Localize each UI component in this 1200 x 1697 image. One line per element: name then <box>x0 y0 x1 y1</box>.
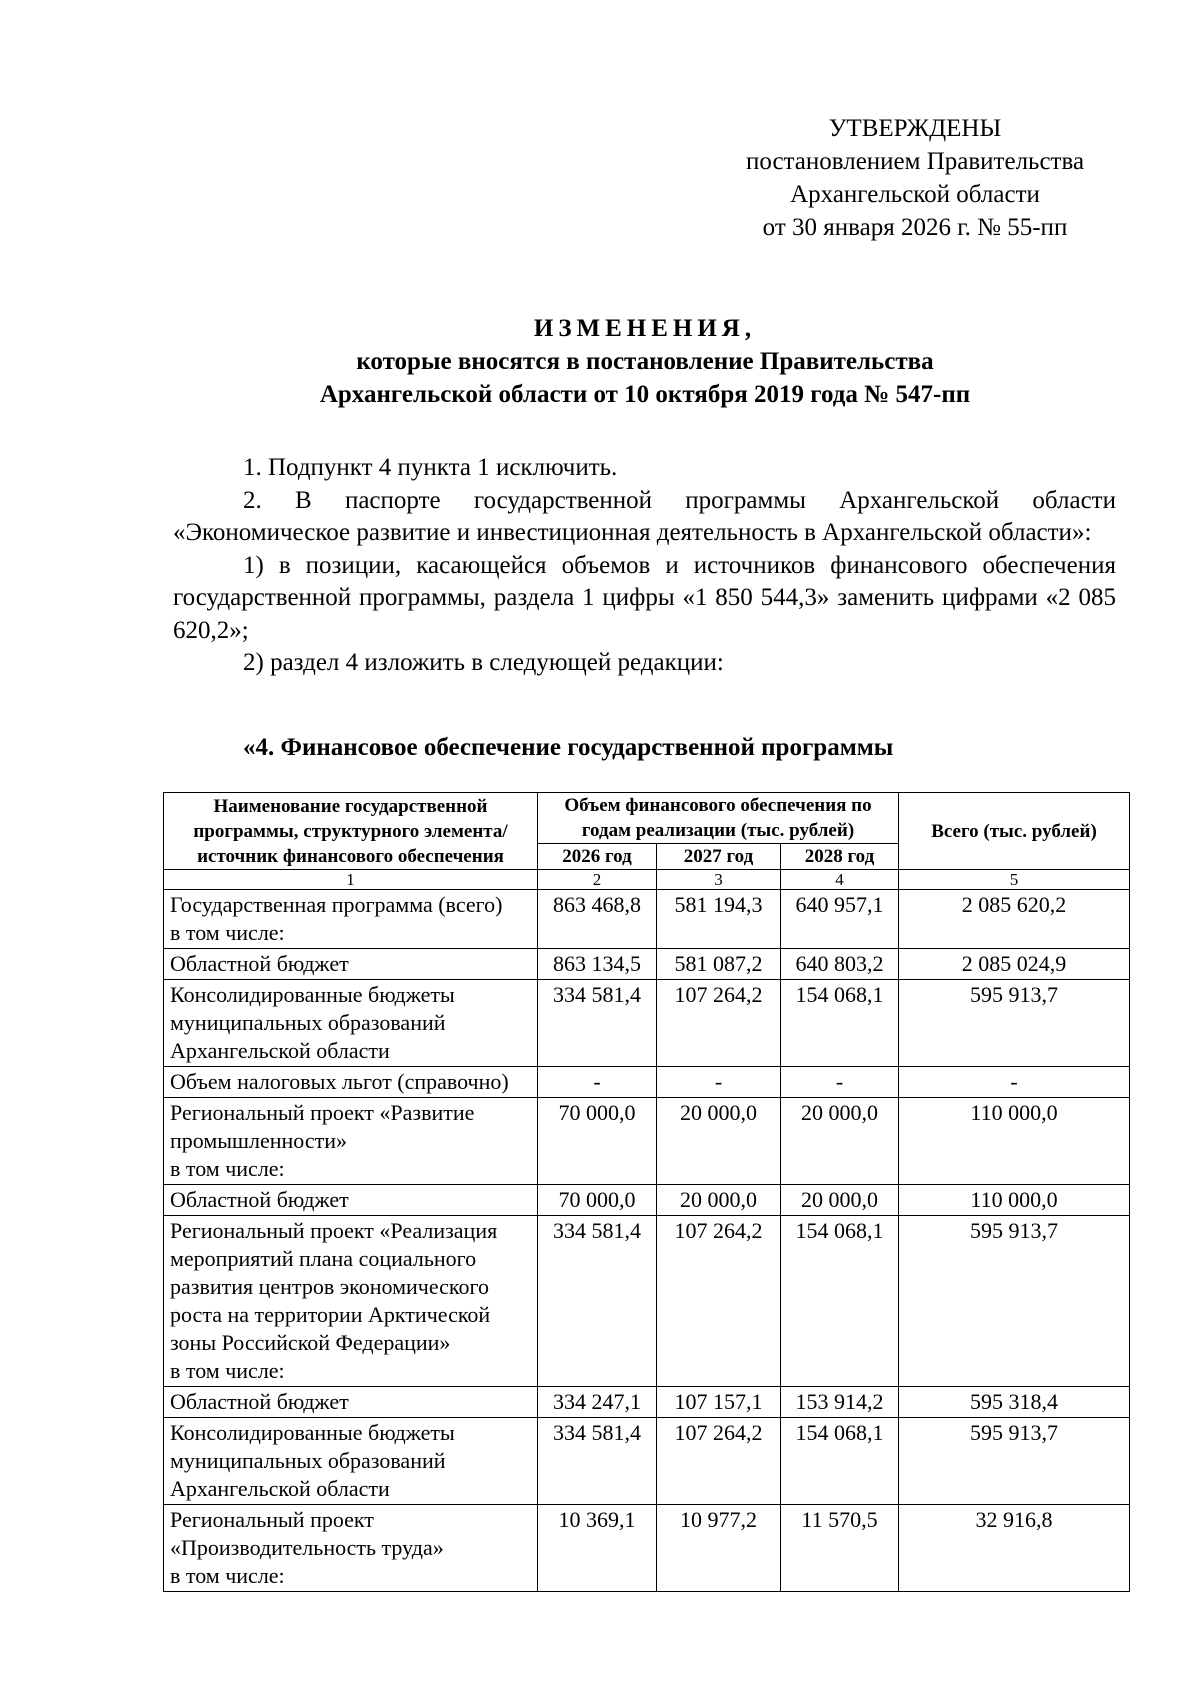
value-2027: 20 000,0 <box>657 1098 781 1185</box>
row-name-line: Консолидированные бюджеты <box>170 982 455 1007</box>
value-2028: 154 068,1 <box>781 1418 899 1505</box>
approval-title: УТВЕРЖДЕНЫ <box>828 115 1002 142</box>
column-number: 3 <box>657 870 781 890</box>
row-name-line: Областной бюджет <box>170 1187 349 1212</box>
table-row <box>164 1418 1130 1505</box>
row-name-line: мероприятий плана социального <box>170 1246 477 1271</box>
value-2028: 640 957,1 <box>781 890 899 949</box>
approval-region: Архангельской области <box>790 181 1040 208</box>
header-year-2026: 2026 год <box>538 844 657 870</box>
value-2028: 154 068,1 <box>781 1216 899 1387</box>
row-name <box>164 1098 538 1185</box>
column-number: 5 <box>899 870 1130 890</box>
value-2026: 334 581,4 <box>538 980 657 1067</box>
paragraph-2: 2. В паспорте государственной программы Архангельской области «Экономическое развитие и инвестиционная деятельность в Архангельской области»: <box>173 486 1116 546</box>
row-name-line: муниципальных образований <box>170 1010 446 1035</box>
title-subtitle-1: которые вносятся в постановление Правительства <box>356 348 934 375</box>
header-total-column: Всего (тыс. рублей) <box>899 793 1130 870</box>
row-name-line: Государственная программа (всего) <box>170 892 503 917</box>
row-name-line: в том числе: <box>170 1563 285 1588</box>
row-name-line: роста на территории Арктической <box>170 1302 491 1327</box>
value-total: 110 000,0 <box>899 1185 1130 1216</box>
row-name <box>164 890 538 949</box>
value-2028: 153 914,2 <box>781 1387 899 1418</box>
table-row <box>164 1387 1130 1418</box>
row-name <box>164 949 538 980</box>
financing-table <box>163 792 1130 1592</box>
header-name-column: Наименование государственной программы, структурного элемента/ источник финансового обеспечения <box>164 793 538 870</box>
row-name-line: развития центров экономического <box>170 1274 489 1299</box>
table-row <box>164 1185 1130 1216</box>
value-total: 2 085 620,2 <box>899 890 1130 949</box>
table-row <box>164 1505 1130 1592</box>
value-2027: 107 264,2 <box>657 980 781 1067</box>
header-year-2027: 2027 год <box>657 844 781 870</box>
value-2028: 20 000,0 <box>781 1098 899 1185</box>
value-2027: - <box>657 1067 781 1098</box>
value-2026: 70 000,0 <box>538 1185 657 1216</box>
table-row <box>164 1098 1130 1185</box>
value-total: 110 000,0 <box>899 1098 1130 1185</box>
value-2028: - <box>781 1067 899 1098</box>
title-main: ИЗМЕНЕНИЯ, <box>533 315 757 342</box>
row-name <box>164 1505 538 1592</box>
row-name-line: «Производительность труда» <box>170 1535 444 1560</box>
row-name-line: Региональный проект <box>170 1507 374 1532</box>
row-name-line: Объем налоговых льгот (справочно) <box>170 1069 509 1094</box>
row-name <box>164 1216 538 1387</box>
value-2028: 11 570,5 <box>781 1505 899 1592</box>
document-title <box>160 312 1130 411</box>
row-name-line: муниципальных образований <box>170 1448 446 1473</box>
paragraph-4: 2) раздел 4 изложить в следующей редакции: <box>243 649 724 676</box>
table-row <box>164 949 1130 980</box>
value-total: 32 916,8 <box>899 1505 1130 1592</box>
document-body <box>173 452 1116 680</box>
section-heading: «4. Финансовое обеспечение государственной программы <box>243 734 894 761</box>
value-2027: 581 194,3 <box>657 890 781 949</box>
value-total: 595 913,7 <box>899 980 1130 1067</box>
value-2028: 640 803,2 <box>781 949 899 980</box>
column-number: 4 <box>781 870 899 890</box>
table-row <box>164 980 1130 1067</box>
row-name-line: зоны Российской Федерации» <box>170 1330 451 1355</box>
value-2027: 581 087,2 <box>657 949 781 980</box>
value-2028: 154 068,1 <box>781 980 899 1067</box>
row-name-line: Областной бюджет <box>170 951 349 976</box>
value-2026: 863 134,5 <box>538 949 657 980</box>
value-2026: 334 247,1 <box>538 1387 657 1418</box>
row-name-line: Архангельской области <box>170 1038 390 1063</box>
row-name <box>164 1185 538 1216</box>
value-2027: 107 157,1 <box>657 1387 781 1418</box>
row-name-line: в том числе: <box>170 1358 285 1383</box>
row-name-line: Архангельской области <box>170 1476 390 1501</box>
value-2026: 334 581,4 <box>538 1216 657 1387</box>
header-year-2028: 2028 год <box>781 844 899 870</box>
value-total: 595 913,7 <box>899 1418 1130 1505</box>
row-name <box>164 1387 538 1418</box>
value-2026: - <box>538 1067 657 1098</box>
table-row <box>164 890 1130 949</box>
value-2027: 10 977,2 <box>657 1505 781 1592</box>
title-subtitle-2: Архангельской области от 10 октября 2019 года № 547-пп <box>319 381 971 408</box>
value-2026: 10 369,1 <box>538 1505 657 1592</box>
row-name <box>164 980 538 1067</box>
row-name <box>164 1418 538 1505</box>
column-number: 2 <box>538 870 657 890</box>
value-2027: 107 264,2 <box>657 1216 781 1387</box>
row-name <box>164 1067 538 1098</box>
value-2028: 20 000,0 <box>781 1185 899 1216</box>
value-total: 2 085 024,9 <box>899 949 1130 980</box>
paragraph-1: 1. Подпункт 4 пункта 1 исключить. <box>243 454 618 481</box>
row-name-line: Региональный проект «Развитие <box>170 1100 475 1125</box>
row-name-line: Консолидированные бюджеты <box>170 1420 455 1445</box>
row-name-line: в том числе: <box>170 920 285 945</box>
table-row <box>164 1067 1130 1098</box>
approval-date: от 30 января 2026 г. № 55-пп <box>762 214 1068 241</box>
header-volume-column: Объем финансового обеспечения по годам реализации (тыс. рублей) <box>538 793 899 844</box>
value-total: - <box>899 1067 1130 1098</box>
row-name-line: Региональный проект «Реализация <box>170 1218 498 1243</box>
value-2026: 863 468,8 <box>538 890 657 949</box>
column-number: 1 <box>164 870 538 890</box>
row-name-line: Областной бюджет <box>170 1389 349 1414</box>
value-total: 595 318,4 <box>899 1387 1130 1418</box>
column-number-row <box>164 870 1130 890</box>
value-total: 595 913,7 <box>899 1216 1130 1387</box>
value-2027: 20 000,0 <box>657 1185 781 1216</box>
approval-stamp <box>700 112 1130 244</box>
paragraph-3: 1) в позиции, касающейся объемов и источников финансового обеспечения государственной программы, раздела 1 цифры «1 850 544,3» заменить цифрами «2 085 620,2»; <box>173 551 1116 644</box>
value-2026: 70 000,0 <box>538 1098 657 1185</box>
table-row <box>164 1216 1130 1387</box>
row-name-line: в том числе: <box>170 1156 285 1181</box>
value-2026: 334 581,4 <box>538 1418 657 1505</box>
row-name-line: промышленности» <box>170 1128 347 1153</box>
value-2027: 107 264,2 <box>657 1418 781 1505</box>
approval-decree: постановлением Правительства <box>745 148 1085 175</box>
